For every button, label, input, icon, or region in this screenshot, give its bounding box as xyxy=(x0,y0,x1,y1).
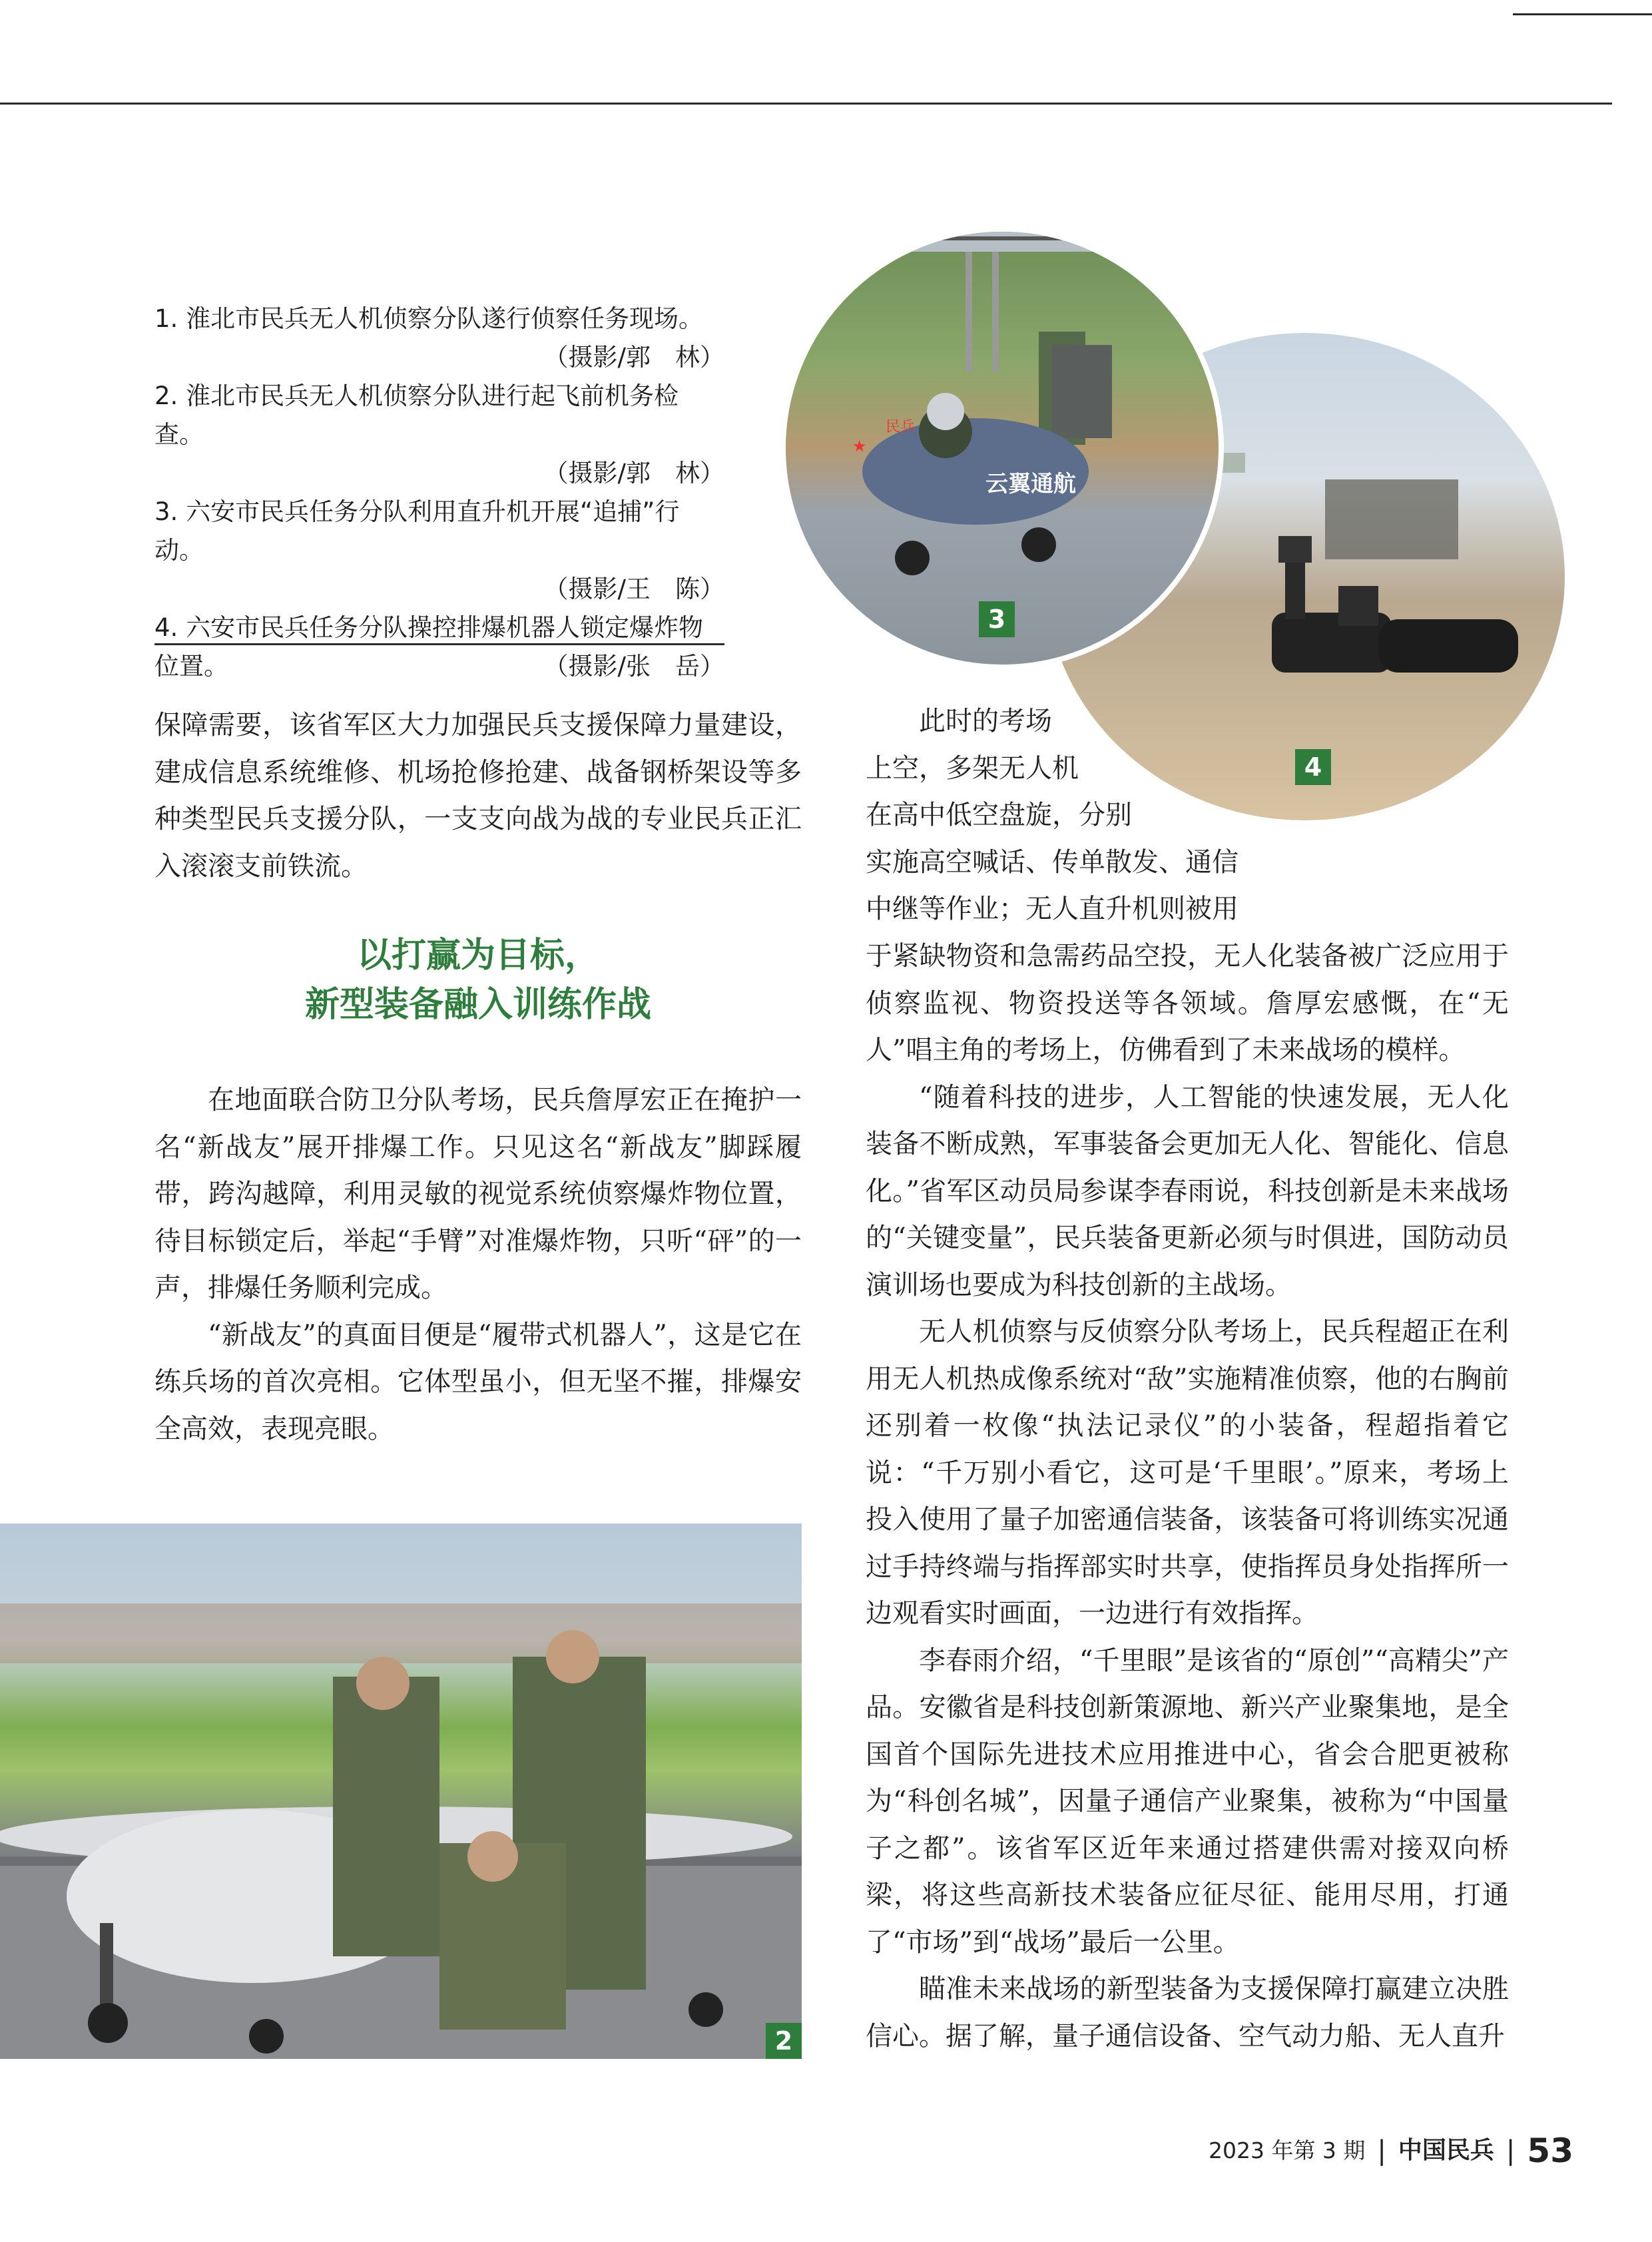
footer-separator: | xyxy=(1506,2135,1515,2166)
plane-lettering: 云翼通航 xyxy=(985,471,1076,497)
gyrocopter-illustration xyxy=(786,232,1219,665)
header-rule xyxy=(0,103,1612,105)
page-number: 53 xyxy=(1527,2131,1573,2170)
caption-credit: （摄影/郭 林） xyxy=(543,459,724,487)
caption-text: 4. 六安市民兵任务分队操控排爆机器人锁定爆炸物 xyxy=(154,613,704,642)
photo-gyrocopter xyxy=(780,226,1224,670)
body-paragraph: 瞄准未来战场的新型装备为支援保障打赢建立决胜信心。据了解，量子通信设备、空气动力船、无人直升 xyxy=(866,1974,1509,2052)
body-paragraph: “随着科技的进步，人工智能的快速发展，无人化装备不断成熟，军事装备会更加无人化、智能化、信息化。”省军区动员局参谋李春雨说，科技创新是未来战场的“关键变量”，民兵装备更新必须与时俱进，国防动员演训场也要成为科技创新的主战场。 xyxy=(866,1081,1509,1300)
issue-label: 2023 年第 3 期 xyxy=(1208,2137,1366,2163)
wrap-line: 上空，多架无人机 xyxy=(866,752,1079,784)
page-footer xyxy=(1209,2131,1573,2171)
caption-credit: （摄影/张 岳） xyxy=(543,652,724,681)
wrap-line: 实施高空喊话、传单散发、通信 xyxy=(866,846,1239,878)
caption-rule xyxy=(154,643,724,645)
body-paragraph: 无人机侦察与反侦察分队考场上，民兵程超正在利用无人机热成像系统对“敌”实施精准侦察，他的右胸前还别着一枚像“执法记录仪”的小装备，程超指着它说：“千万别小看它，这可是‘千里眼’。”原来，考场上投入使用了量子加密通信装备，该装备可将训练实况通过手持终端与指挥部实时共享，使指挥员身处指挥所一边观看实时画面，一边进行有效指挥。 xyxy=(866,1316,1509,1629)
heading-line: 新型装备融入训练作战 xyxy=(304,985,651,1025)
star-mark: ★ xyxy=(852,437,867,455)
caption-3 xyxy=(154,493,724,609)
wrap-line: 在高中低空盘旋，分别 xyxy=(866,800,1132,830)
caption-text-cont: 位置。 xyxy=(154,652,228,681)
photo-number-badge: 4 xyxy=(1295,749,1331,785)
drone-illustration xyxy=(0,1524,802,2059)
photo-number-badge: 2 xyxy=(766,2023,802,2059)
caption-text: 1. 淮北市民兵无人机侦察分队遂行侦察任务现场。 xyxy=(154,304,704,333)
left-intro xyxy=(154,702,802,890)
caption-text: 2. 淮北市民兵无人机侦察分队进行起飞前机务检查。 xyxy=(154,382,679,449)
body-paragraph: 于紧缺物资和急需药品空投，无人化装备被广泛应用于侦察监视、物资投送等各领域。詹厚宏感慨，在“无人”唱主角的考场上，仿佛看到了未来战场的模样。 xyxy=(866,941,1509,1065)
photo-captions xyxy=(154,300,724,686)
body-paragraph: 在地面联合防卫分队考场，民兵詹厚宏正在掩护一名“新战友”展开排爆工作。只见这名“新战友”脚踩履带，跨沟越障，利用灵敏的视觉系统侦察爆炸物位置，待目标锁定后，举起“手臂”对准爆炸物，只听“砰”的一声，排爆任务顺利完成。 xyxy=(154,1085,802,1303)
caption-2 xyxy=(154,377,724,493)
wrap-line: 此时的考场 xyxy=(919,706,1052,736)
top-short-rule xyxy=(1513,13,1652,15)
magazine-name: 中国民兵 xyxy=(1398,2137,1494,2164)
wrap-line: 中继等作业；无人直升机则被用 xyxy=(866,894,1239,924)
plane-badge: 民兵 xyxy=(886,418,916,435)
body-paragraph: “新战友”的真面目便是“履带式机器人”，这是它在练兵场的首次亮相。它体型虽小，但无坚不摧，排爆安全高效，表现亮眼。 xyxy=(154,1319,802,1444)
left-column xyxy=(154,1077,802,1452)
section-heading xyxy=(154,931,802,1029)
body-paragraph: 李春雨介绍，“千里眼”是该省的“原创”“高精尖”产品。安徽省是科技创新策源地、新兴产业聚集地，是全国首个国际先进技术应用推进中心，省会合肥更被称为“科创名城”，因量子通信产业聚集，被称为“中国量子之都”。该省军区近年来通过搭建供需对接双向桥梁，将这些高新技术装备应征尽征、能用尽用，打通了“市场”到“战场”最后一公里。 xyxy=(866,1645,1509,1958)
photo-number-badge: 3 xyxy=(979,601,1015,637)
caption-text: 3. 六安市民兵任务分队利用直升机开展“追捕”行动。 xyxy=(154,497,680,565)
caption-credit: （摄影/郭 林） xyxy=(543,343,724,372)
caption-1 xyxy=(154,300,724,377)
right-column xyxy=(866,933,1509,2060)
caption-4 xyxy=(154,609,724,686)
photo-drone-inspection xyxy=(0,1524,802,2059)
heading-line: 以打赢为目标， xyxy=(356,936,599,976)
caption-credit: （摄影/王 陈） xyxy=(543,575,724,603)
body-paragraph: 保障需要，该省军区大力加强民兵支援保障力量建设，建成信息系统维修、机场抢修抢建、战备钢桥架设等多种类型民兵支援分队，一支支向战为战的专业民兵正汇入滚滚支前铁流。 xyxy=(154,710,802,882)
footer-separator: | xyxy=(1377,2135,1386,2166)
